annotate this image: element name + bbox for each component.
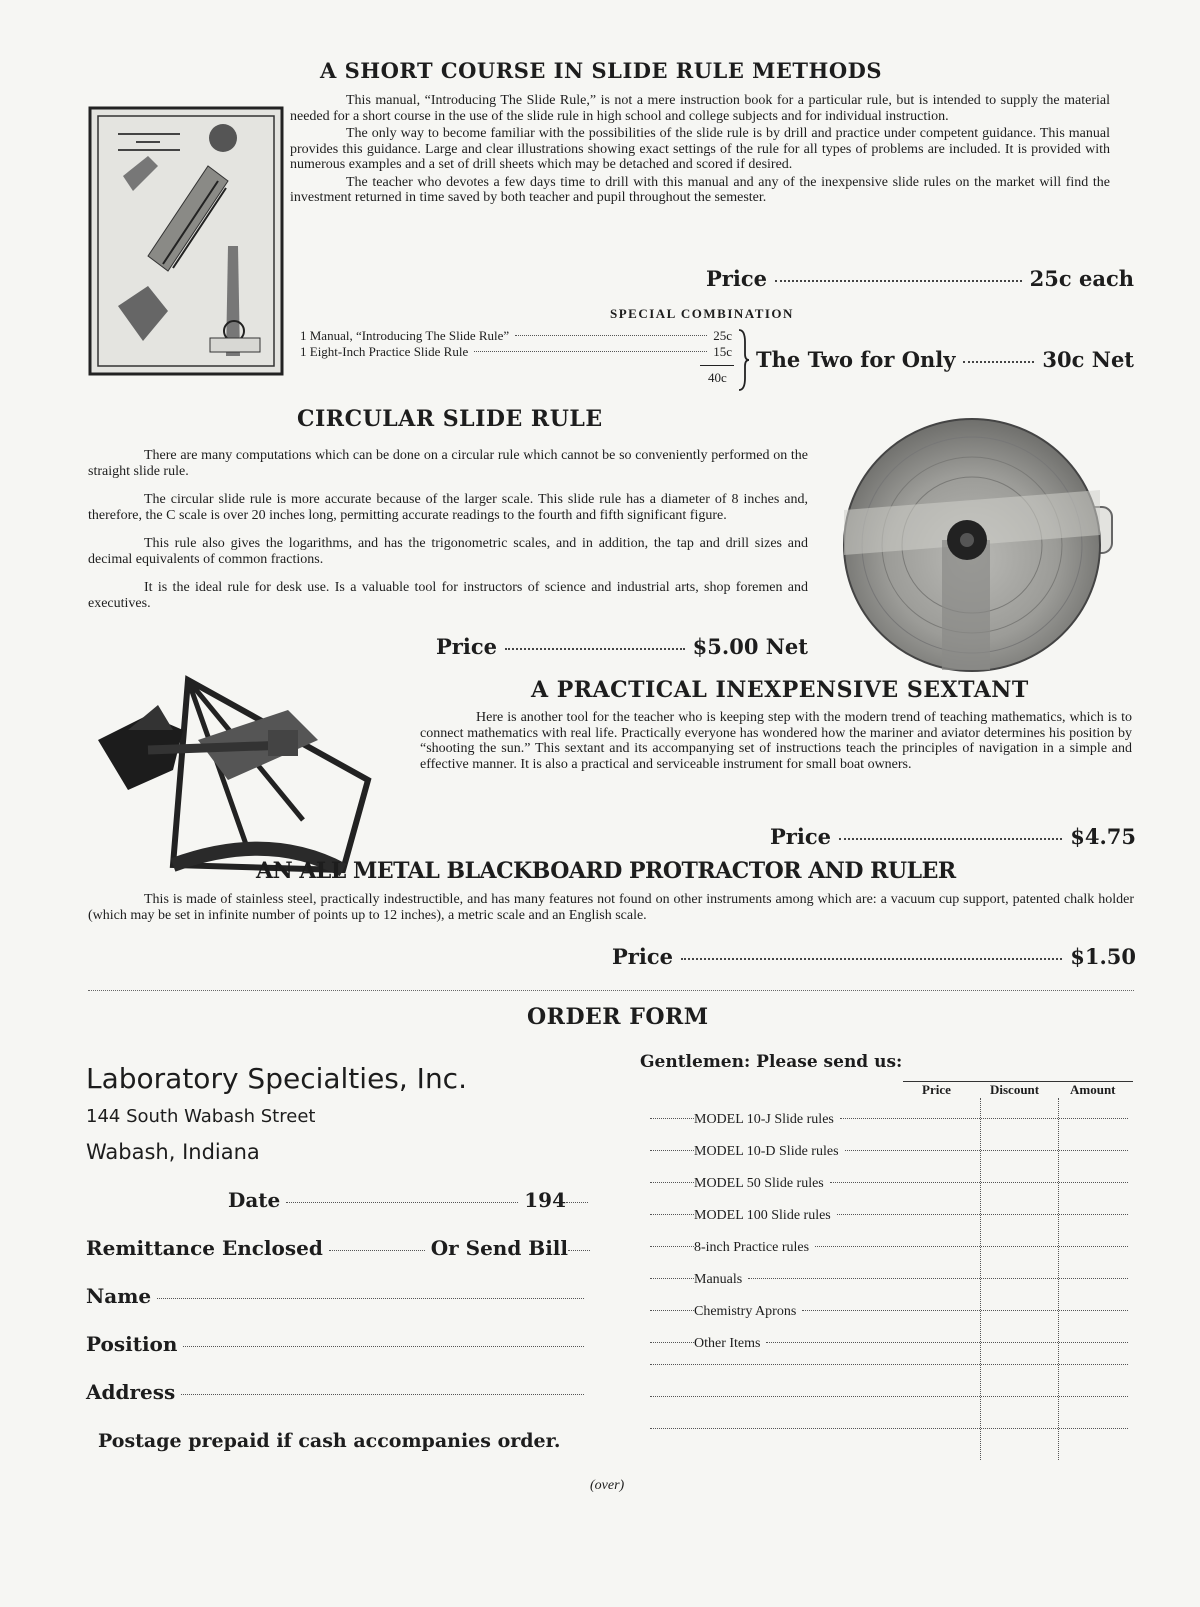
combo-offer-line	[756, 347, 1134, 372]
special-combination-heading: SPECIAL COMBINATION	[610, 306, 794, 321]
company-name: Laboratory Specialties, Inc.	[86, 1062, 467, 1095]
company-city: Wabash, Indiana	[86, 1140, 260, 1164]
circular-paragraph-3: This rule also gives the logarithms, and has the trigonometric scales, and in addition, the tap and drill sizes and decimal equivalents of common fractions.	[88, 536, 808, 567]
circular-price-line	[436, 634, 808, 659]
order-item-label: Manuals	[694, 1272, 743, 1287]
course-price-value: 25c each	[1029, 266, 1134, 291]
brace-icon	[735, 328, 751, 392]
combo-item-1-label: 1 Manual, “Introducing The Slide Rule”	[300, 328, 510, 343]
order-item-label: MODEL 10-D Slide rules	[694, 1144, 839, 1159]
column-header-price: Price	[922, 1082, 951, 1097]
combo-item-2	[300, 344, 732, 360]
order-item-row[interactable]	[650, 1304, 1134, 1336]
year-prefix: 194	[524, 1188, 566, 1212]
address-label: Address	[86, 1380, 176, 1404]
section-divider	[88, 990, 1134, 991]
remittance-label: Remittance Enclosed	[86, 1236, 323, 1260]
order-item-row[interactable]	[650, 1112, 1134, 1144]
protractor-title: AN ALL METAL BLACKBOARD PROTRACTOR AND RULER	[256, 858, 956, 884]
sextant-price-label: Price	[770, 824, 831, 849]
protractor-price-label: Price	[612, 944, 673, 969]
position-field[interactable]	[86, 1332, 590, 1356]
combo-offer-value: 30c Net	[1042, 347, 1134, 372]
column-header-discount: Discount	[990, 1082, 1040, 1097]
course-paragraph-3: The teacher who devotes a few days time to drill with this manual and any of the inexpensive slide rules on the market will find the investment returned in time saved by both teacher and pupil throughout the semester.	[290, 174, 1110, 205]
order-item-row[interactable]	[650, 1240, 1134, 1272]
course-title: A SHORT COURSE IN SLIDE RULE METHODS	[320, 58, 883, 83]
position-label: Position	[86, 1332, 178, 1356]
order-form-title: ORDER FORM	[527, 1004, 709, 1030]
date-label: Date	[228, 1188, 281, 1212]
remittance-field[interactable]	[86, 1236, 590, 1260]
order-item-row[interactable]	[650, 1272, 1134, 1304]
sextant-paragraph-1: Here is another tool for the teacher who is keeping step with the modern trend of teaching mathematics, which is to connect mathematics with real life. Practically everyone has wondered how the mariner and aviator determines his position by “shooting the sun.” This sextant and its accompanying set of instructions teach the principles of navigation in a simple and effective manner. It is also a practical and serviceable instrument for small boat owners.	[420, 710, 1132, 772]
send-bill-label: Or Send Bill	[430, 1236, 568, 1260]
order-item-label: MODEL 100 Slide rules	[694, 1208, 831, 1223]
circular-price-label: Price	[436, 634, 497, 659]
protractor-price-value: $1.50	[1070, 944, 1136, 969]
sextant-price-value: $4.75	[1070, 824, 1136, 849]
circular-paragraph-4: It is the ideal rule for desk use. Is a valuable tool for instructors of science and industrial arts, shop foremen and executives.	[88, 580, 808, 611]
gentlemen-heading: Gentlemen: Please send us:	[640, 1052, 903, 1072]
order-item-label: 8-inch Practice rules	[694, 1240, 810, 1255]
date-field[interactable]	[228, 1188, 588, 1212]
combo-item-2-price: 15c	[713, 344, 732, 359]
order-items-list	[650, 1112, 1134, 1464]
combo-item-1	[300, 328, 732, 344]
company-street: 144 South Wabash Street	[86, 1106, 316, 1127]
sextant-photo	[88, 670, 378, 885]
circular-price-value: $5.00 Net	[692, 634, 808, 659]
combo-total: 40c	[708, 370, 727, 385]
address-field[interactable]	[86, 1380, 590, 1404]
course-price-label: Price	[706, 266, 767, 291]
circular-slide-rule-photo	[842, 415, 1142, 685]
course-price-line	[706, 266, 1134, 291]
protractor-paragraph-1: This is made of stainless steel, practically indestructible, and has many features not found on other instruments among which are: a vacuum cup support, patented chalk holder (which may be set in infinite number of points up to 12 inches), a metric scale and an English scale.	[88, 892, 1134, 923]
protractor-price-line	[612, 944, 1136, 969]
course-paragraph-2: The only way to become familiar with the possibilities of the slide rule is by drill and practice under competent guidance. This manual provides this guidance. Large and clear illustrations showing exact settings of the rule for all types of problems are included. It is provided with numerous examples and a set of drill sheets which may be detached and scored if desired.	[290, 126, 1110, 172]
circular-title: CIRCULAR SLIDE RULE	[297, 406, 603, 432]
combo-item-2-label: 1 Eight-Inch Practice Slide Rule	[300, 344, 469, 359]
sextant-price-line	[770, 824, 1136, 849]
name-label: Name	[86, 1284, 152, 1308]
manual-cover-illustration	[88, 106, 284, 376]
course-paragraph-1: This manual, “Introducing The Slide Rule,” is not a mere instruction book for a particular rule, but is intended to supply the material needed for a short course in the use of the slide rule in high school and college subjects and for individual instruction.	[290, 93, 1110, 124]
circular-paragraph-2: The circular slide rule is more accurate because of the larger scale. This slide rule has a diameter of 8 inches and, therefore, the C scale is over 20 inches long, permitting accurate readings to the fourth and fifth significant figure.	[88, 492, 808, 523]
order-item-row[interactable]	[650, 1208, 1134, 1240]
combo-sum-rule	[700, 365, 734, 366]
order-item-label: Other Items	[694, 1336, 761, 1351]
name-field[interactable]	[86, 1284, 590, 1308]
column-header-amount: Amount	[1070, 1082, 1116, 1097]
sextant-title: A PRACTICAL INEXPENSIVE SEXTANT	[531, 677, 1029, 703]
order-item-label: Chemistry Aprons	[694, 1304, 797, 1319]
combo-item-1-price: 25c	[713, 328, 732, 343]
order-item-label: MODEL 50 Slide rules	[694, 1176, 824, 1191]
combo-offer-label: The Two for Only	[756, 347, 956, 372]
circular-paragraph-1: There are many computations which can be done on a circular rule which cannot be so conveniently performed on the straight slide rule.	[88, 448, 808, 479]
order-item-row[interactable]	[650, 1176, 1134, 1208]
order-blank-row[interactable]	[650, 1432, 1134, 1464]
over-note: (over)	[590, 1478, 625, 1493]
postage-note: Postage prepaid if cash accompanies order.	[98, 1430, 561, 1452]
order-item-row[interactable]	[650, 1144, 1134, 1176]
order-item-label: MODEL 10-J Slide rules	[694, 1112, 834, 1127]
